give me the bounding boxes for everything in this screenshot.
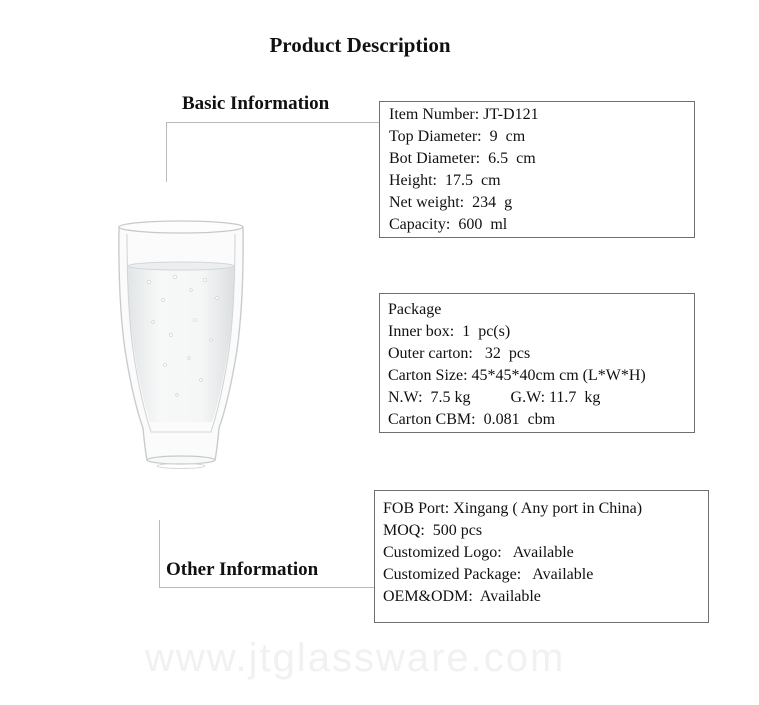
outer-carton-line: Outer carton: 32 pcs	[388, 345, 531, 362]
basic-information-box	[379, 101, 695, 238]
carton-size-line: Carton Size: 45*45*40cm cm (L*W*H)	[388, 367, 646, 384]
other-information-heading: Other Information	[166, 559, 319, 580]
other-connector-rise	[159, 520, 160, 588]
bot-diameter-line: Bot Diameter: 6.5 cm	[389, 150, 536, 167]
basic-connector-drop	[166, 122, 167, 182]
net-weight-line: Net weight: 234 g	[389, 194, 513, 211]
other-information-box	[374, 490, 709, 623]
weight-line: N.W: 7.5 kg G.W: 11.7 kg	[388, 389, 601, 406]
basic-information-heading: Basic Information	[182, 93, 330, 114]
page-title: Product Description	[269, 33, 451, 57]
top-diameter-line: Top Diameter: 9 cm	[389, 128, 526, 145]
package-information-box	[379, 293, 695, 433]
customized-package-line: Customized Package: Available	[383, 566, 594, 583]
inner-box-line: Inner box: 1 pc(s)	[388, 323, 511, 340]
basic-connector-line	[166, 122, 380, 123]
other-connector-line	[159, 587, 375, 588]
watermark-text: www.jtglassware.com	[145, 636, 566, 680]
fob-port-line: FOB Port: Xingang ( Any port in China)	[383, 500, 643, 517]
double-wall-glass-image	[105, 210, 255, 480]
customized-logo-line: Customized Logo: Available	[383, 544, 574, 561]
package-title-line: Package	[388, 301, 442, 318]
oem-odm-line: OEM&ODM: Available	[383, 588, 541, 605]
height-line: Height: 17.5 cm	[389, 172, 501, 189]
capacity-line: Capacity: 600 ml	[389, 216, 508, 233]
item-number-line: Item Number: JT-D121	[389, 106, 539, 123]
moq-line: MOQ: 500 pcs	[383, 522, 483, 539]
carton-cbm-line: Carton CBM: 0.081 cbm	[388, 411, 556, 428]
